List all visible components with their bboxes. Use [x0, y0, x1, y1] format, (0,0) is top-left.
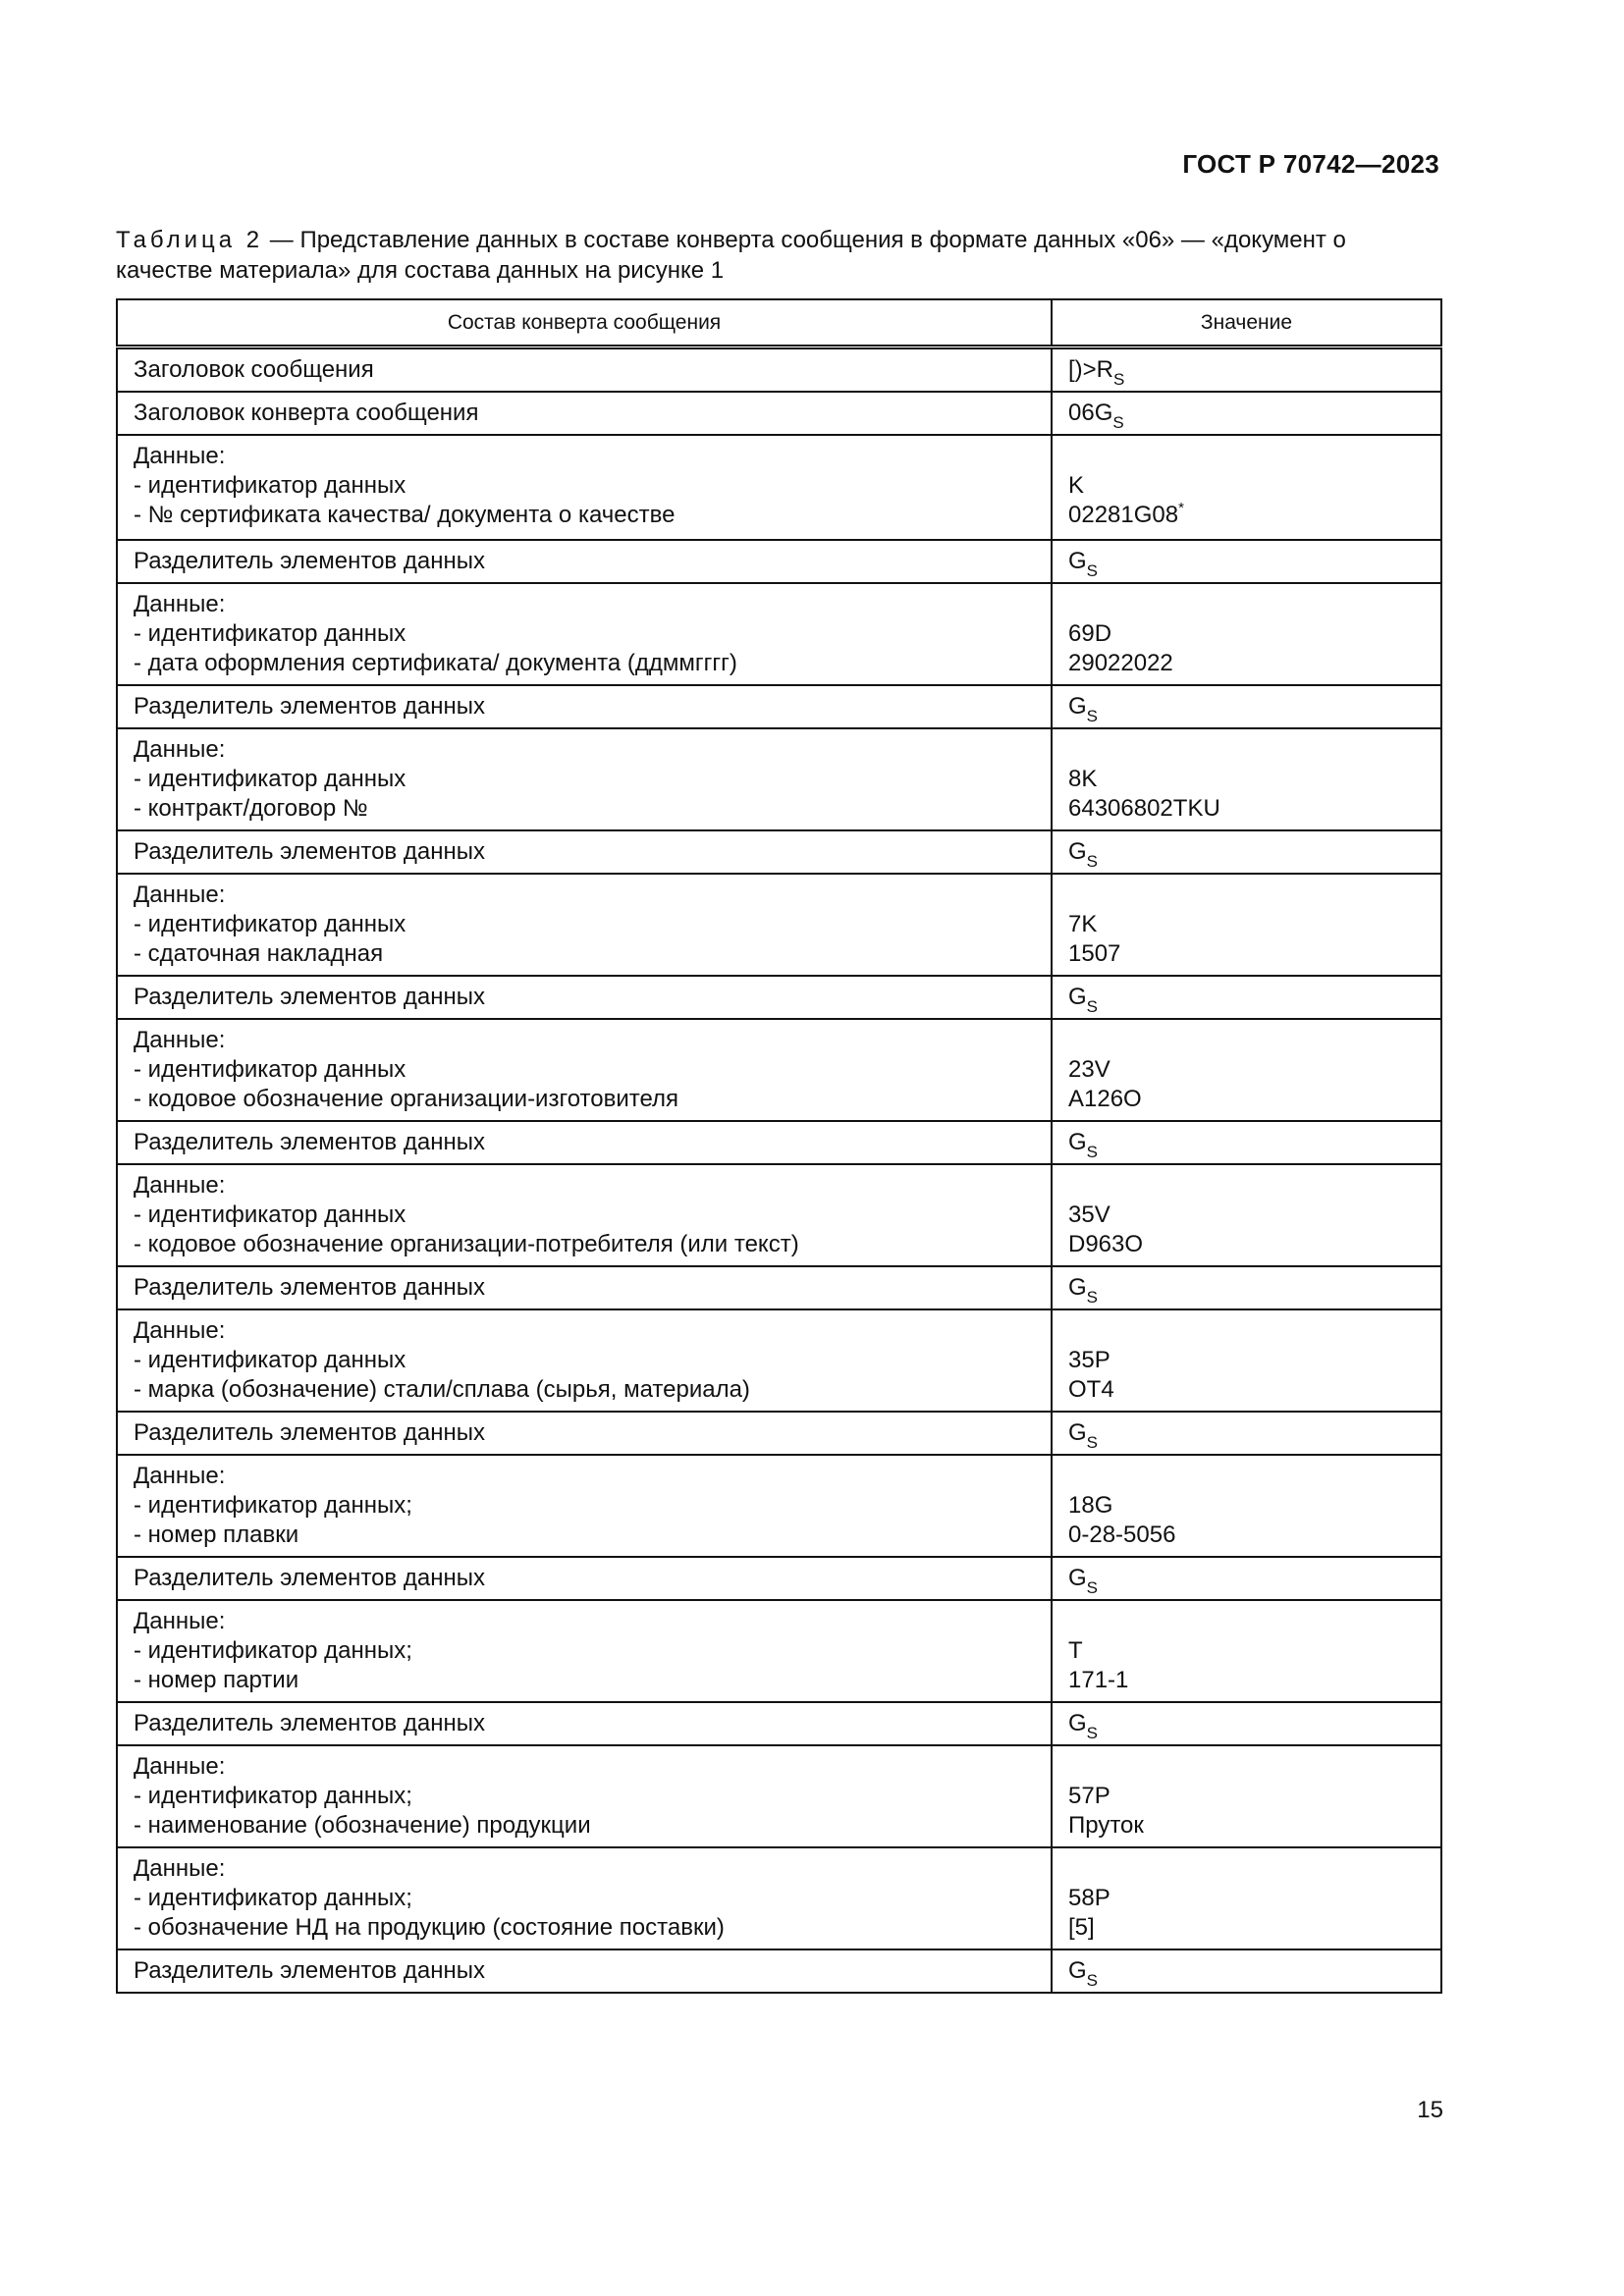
composition-cell [117, 583, 1052, 685]
value-text: G [1068, 838, 1087, 865]
table-row [117, 347, 1441, 393]
value-text: G [1068, 1957, 1087, 1984]
composition-cell [117, 1600, 1052, 1702]
value-spacer [1068, 590, 1427, 619]
value-cell [1052, 728, 1441, 830]
data-title: Данные: [134, 591, 226, 617]
value-cell [1052, 1949, 1441, 1993]
data-description-label: - кодовое обозначение организации-изготовителя [134, 1086, 679, 1112]
data-title: Данные: [134, 443, 226, 469]
table-row [117, 540, 1441, 583]
value-text: G [1068, 693, 1087, 720]
value-cell [1052, 1455, 1441, 1557]
value-cell [1052, 1309, 1441, 1412]
data-value-line [1068, 1811, 1427, 1841]
value-spacer [1068, 1462, 1427, 1491]
value-text: G [1068, 1419, 1087, 1446]
value-cell [1052, 1745, 1441, 1847]
table-row [117, 976, 1441, 1019]
value-cell [1052, 874, 1441, 976]
data-value: A126O [1068, 1086, 1142, 1112]
data-description-label: - наименование (обозначение) продукции [134, 1812, 591, 1839]
value-text: G [1068, 1274, 1087, 1301]
composition-cell [117, 392, 1052, 435]
data-value: OT4 [1068, 1376, 1114, 1403]
value-cell [1052, 976, 1441, 1019]
message-envelope-table [116, 298, 1442, 1994]
composition-cell [117, 976, 1052, 1019]
table-caption [116, 225, 1439, 286]
data-element-row [117, 583, 1441, 685]
data-description-label: - дата оформления сертификата/ документа (ддммгггг) [134, 650, 737, 676]
table-caption-text: — Представление данных в составе конверта сообщения в формате данных «06» — «документ о качестве материала» для состава данных на рисунке 1 [116, 227, 1346, 284]
data-element-row [117, 1847, 1441, 1949]
data-value: 29022022 [1068, 650, 1173, 676]
table-row [117, 1702, 1441, 1745]
value-cell [1052, 1266, 1441, 1309]
value-cell [1052, 1702, 1441, 1745]
value-line [1068, 1709, 1427, 1742]
footnote-mark: * [1178, 500, 1184, 516]
table-row [117, 1121, 1441, 1164]
data-description-label: - номер партии [134, 1667, 299, 1693]
data-identifier-value: 7K [1068, 911, 1098, 937]
value-line [1068, 692, 1427, 725]
value-text: [)>R [1068, 356, 1114, 383]
value-cell [1052, 1121, 1441, 1164]
value-text: G [1068, 548, 1087, 574]
value-subscript: S [1086, 1578, 1099, 1597]
data-value-line [1068, 1521, 1427, 1550]
data-element-row [117, 435, 1441, 540]
value-line [1068, 837, 1427, 871]
data-description-label: - контракт/договор № [134, 795, 368, 822]
composition-cell [117, 1412, 1052, 1455]
data-identifier-label: - идентификатор данных [134, 766, 406, 792]
value-line [1068, 1273, 1427, 1307]
composition-cell [117, 347, 1052, 393]
value-spacer [1068, 881, 1427, 910]
value-cell [1052, 685, 1441, 728]
value-subscript: S [1086, 1724, 1099, 1742]
value-cell [1052, 1600, 1441, 1702]
value-cell [1052, 583, 1441, 685]
value-subscript: S [1086, 1143, 1099, 1161]
table-row [117, 1412, 1441, 1455]
data-identifier-label: - идентификатор данных; [134, 1885, 412, 1911]
value-text: G [1068, 984, 1087, 1010]
value-line [1068, 1956, 1427, 1990]
value-line [1068, 1128, 1427, 1161]
data-identifier-value: 18G [1068, 1492, 1113, 1519]
composition-label: Разделитель элементов данных [134, 1957, 485, 1984]
composition-cell [117, 1702, 1052, 1745]
data-title: Данные: [134, 1172, 226, 1199]
data-identifier-label: - идентификатор данных [134, 620, 406, 647]
data-value-line [1068, 939, 1427, 969]
composition-cell [117, 435, 1052, 540]
composition-cell [117, 1847, 1052, 1949]
composition-cell [117, 1164, 1052, 1266]
composition-label: Разделитель элементов данных [134, 548, 485, 574]
data-description-label: - обозначение НД на продукцию (состояние поставки) [134, 1914, 725, 1941]
data-value: 64306802TKU [1068, 795, 1220, 822]
data-value-line [1068, 649, 1427, 678]
value-cell [1052, 1412, 1441, 1455]
data-description-label: - марка (обозначение) стали/сплава (сырья, материала) [134, 1376, 750, 1403]
value-subscript: S [1086, 1971, 1099, 1990]
value-cell [1052, 1557, 1441, 1600]
data-value: 02281G08 [1068, 502, 1179, 528]
value-subscript: S [1086, 561, 1099, 580]
data-title: Данные: [134, 881, 226, 908]
value-spacer [1068, 1171, 1427, 1201]
value-subscript: S [1086, 852, 1099, 871]
data-value: D963O [1068, 1231, 1144, 1257]
value-line [1068, 1564, 1427, 1597]
composition-cell [117, 830, 1052, 874]
table-body [117, 347, 1441, 1994]
value-subscript: S [1113, 370, 1125, 389]
page-number: 15 [1417, 2097, 1443, 2123]
value-text: 06G [1068, 400, 1113, 426]
data-identifier-value: 57P [1068, 1783, 1110, 1809]
value-text: G [1068, 1129, 1087, 1155]
data-identifier-value: 69D [1068, 620, 1112, 647]
data-identifier-label: - идентификатор данных [134, 1347, 406, 1373]
data-title: Данные: [134, 1855, 226, 1882]
value-subscript: S [1086, 1288, 1099, 1307]
data-identifier-label: - идентификатор данных [134, 1056, 406, 1083]
document-standard-header: ГОСТ Р 70742—2023 [1182, 149, 1439, 179]
data-element-row [117, 1600, 1441, 1702]
composition-label: Разделитель элементов данных [134, 838, 485, 865]
data-identifier-value: 35V [1068, 1201, 1110, 1228]
value-cell [1052, 1164, 1441, 1266]
data-description-label: - кодовое обозначение организации-потребителя (или текст) [134, 1231, 799, 1257]
data-identifier-label: - идентификатор данных [134, 1201, 406, 1228]
data-identifier-label: - идентификатор данных [134, 472, 406, 499]
data-value-line [1068, 1230, 1427, 1259]
value-cell [1052, 540, 1441, 583]
data-identifier-value: T [1068, 1637, 1083, 1664]
data-identifier-value: 35P [1068, 1347, 1110, 1373]
data-element-row [117, 1745, 1441, 1847]
table-row [117, 392, 1441, 435]
data-description-label: - № сертификата качества/ документа о качестве [134, 502, 676, 528]
composition-label: Разделитель элементов данных [134, 1710, 485, 1736]
value-subscript: S [1086, 997, 1099, 1016]
data-element-row [117, 1309, 1441, 1412]
table-row [117, 830, 1441, 874]
value-spacer [1068, 442, 1427, 471]
value-line [1068, 355, 1427, 389]
data-value-line [1068, 1666, 1427, 1695]
data-value: 0-28-5056 [1068, 1522, 1176, 1548]
composition-cell [117, 1019, 1052, 1121]
data-identifier-label: - идентификатор данных; [134, 1783, 412, 1809]
composition-cell [117, 874, 1052, 976]
value-spacer [1068, 735, 1427, 765]
value-subscript: S [1112, 413, 1124, 432]
value-spacer [1068, 1026, 1427, 1055]
table-row [117, 685, 1441, 728]
value-cell [1052, 1019, 1441, 1121]
composition-label: Заголовок сообщения [134, 356, 374, 383]
composition-cell [117, 1309, 1052, 1412]
data-identifier-value: K [1068, 472, 1085, 499]
composition-cell [117, 1949, 1052, 1993]
data-value: 1507 [1068, 940, 1121, 967]
data-title: Данные: [134, 1608, 226, 1634]
data-description-label: - сдаточная накладная [134, 940, 384, 967]
data-identifier-value: 58P [1068, 1885, 1110, 1911]
data-identifier-value: 23V [1068, 1056, 1110, 1083]
value-subscript: S [1086, 1433, 1099, 1452]
composition-label: Разделитель элементов данных [134, 984, 485, 1010]
value-text: G [1068, 1565, 1087, 1591]
value-subscript: S [1086, 707, 1099, 725]
column-header-composition: Состав конверта сообщения [117, 299, 1052, 347]
composition-cell [117, 540, 1052, 583]
data-title: Данные: [134, 1317, 226, 1344]
composition-label: Разделитель элементов данных [134, 1565, 485, 1591]
composition-cell [117, 685, 1052, 728]
value-cell [1052, 830, 1441, 874]
data-description-label: - номер плавки [134, 1522, 299, 1548]
data-element-row [117, 1019, 1441, 1121]
composition-cell [117, 1455, 1052, 1557]
value-spacer [1068, 1854, 1427, 1884]
data-element-row [117, 728, 1441, 830]
value-cell [1052, 392, 1441, 435]
data-value: [5] [1068, 1914, 1095, 1941]
value-text: G [1068, 1710, 1087, 1736]
composition-label: Разделитель элементов данных [134, 693, 485, 720]
composition-cell [117, 1557, 1052, 1600]
table-header-row [117, 299, 1441, 347]
data-title: Данные: [134, 1463, 226, 1489]
value-line [1068, 983, 1427, 1016]
value-line [1068, 547, 1427, 580]
data-title: Данные: [134, 1027, 226, 1053]
data-title: Данные: [134, 1753, 226, 1780]
value-cell [1052, 1847, 1441, 1949]
value-cell [1052, 347, 1441, 393]
composition-label: Разделитель элементов данных [134, 1419, 485, 1446]
composition-label: Разделитель элементов данных [134, 1274, 485, 1301]
value-line [1068, 1418, 1427, 1452]
value-spacer [1068, 1607, 1427, 1636]
data-element-row [117, 1455, 1441, 1557]
data-value-line [1068, 501, 1427, 533]
data-title: Данные: [134, 736, 226, 763]
table-row [117, 1949, 1441, 1993]
table-caption-label: Таблица 2 [116, 227, 264, 253]
composition-label: Заголовок конверта сообщения [134, 400, 479, 426]
composition-label: Разделитель элементов данных [134, 1129, 485, 1155]
data-element-row [117, 1164, 1441, 1266]
table-row [117, 1557, 1441, 1600]
data-value-line [1068, 1913, 1427, 1943]
data-value: 171-1 [1068, 1667, 1129, 1693]
value-cell [1052, 435, 1441, 540]
data-value-line [1068, 1375, 1427, 1405]
data-identifier-label: - идентификатор данных [134, 911, 406, 937]
table-row [117, 1266, 1441, 1309]
value-spacer [1068, 1752, 1427, 1782]
composition-cell [117, 1266, 1052, 1309]
data-identifier-value: 8K [1068, 766, 1098, 792]
composition-cell [117, 1745, 1052, 1847]
composition-cell [117, 728, 1052, 830]
value-spacer [1068, 1316, 1427, 1346]
data-value-line [1068, 794, 1427, 824]
data-identifier-label: - идентификатор данных; [134, 1637, 412, 1664]
composition-cell [117, 1121, 1052, 1164]
data-element-row [117, 874, 1441, 976]
data-value-line [1068, 1085, 1427, 1114]
data-value: Пруток [1068, 1812, 1144, 1839]
data-identifier-label: - идентификатор данных; [134, 1492, 412, 1519]
value-line [1068, 399, 1427, 432]
column-header-value: Значение [1052, 299, 1441, 347]
